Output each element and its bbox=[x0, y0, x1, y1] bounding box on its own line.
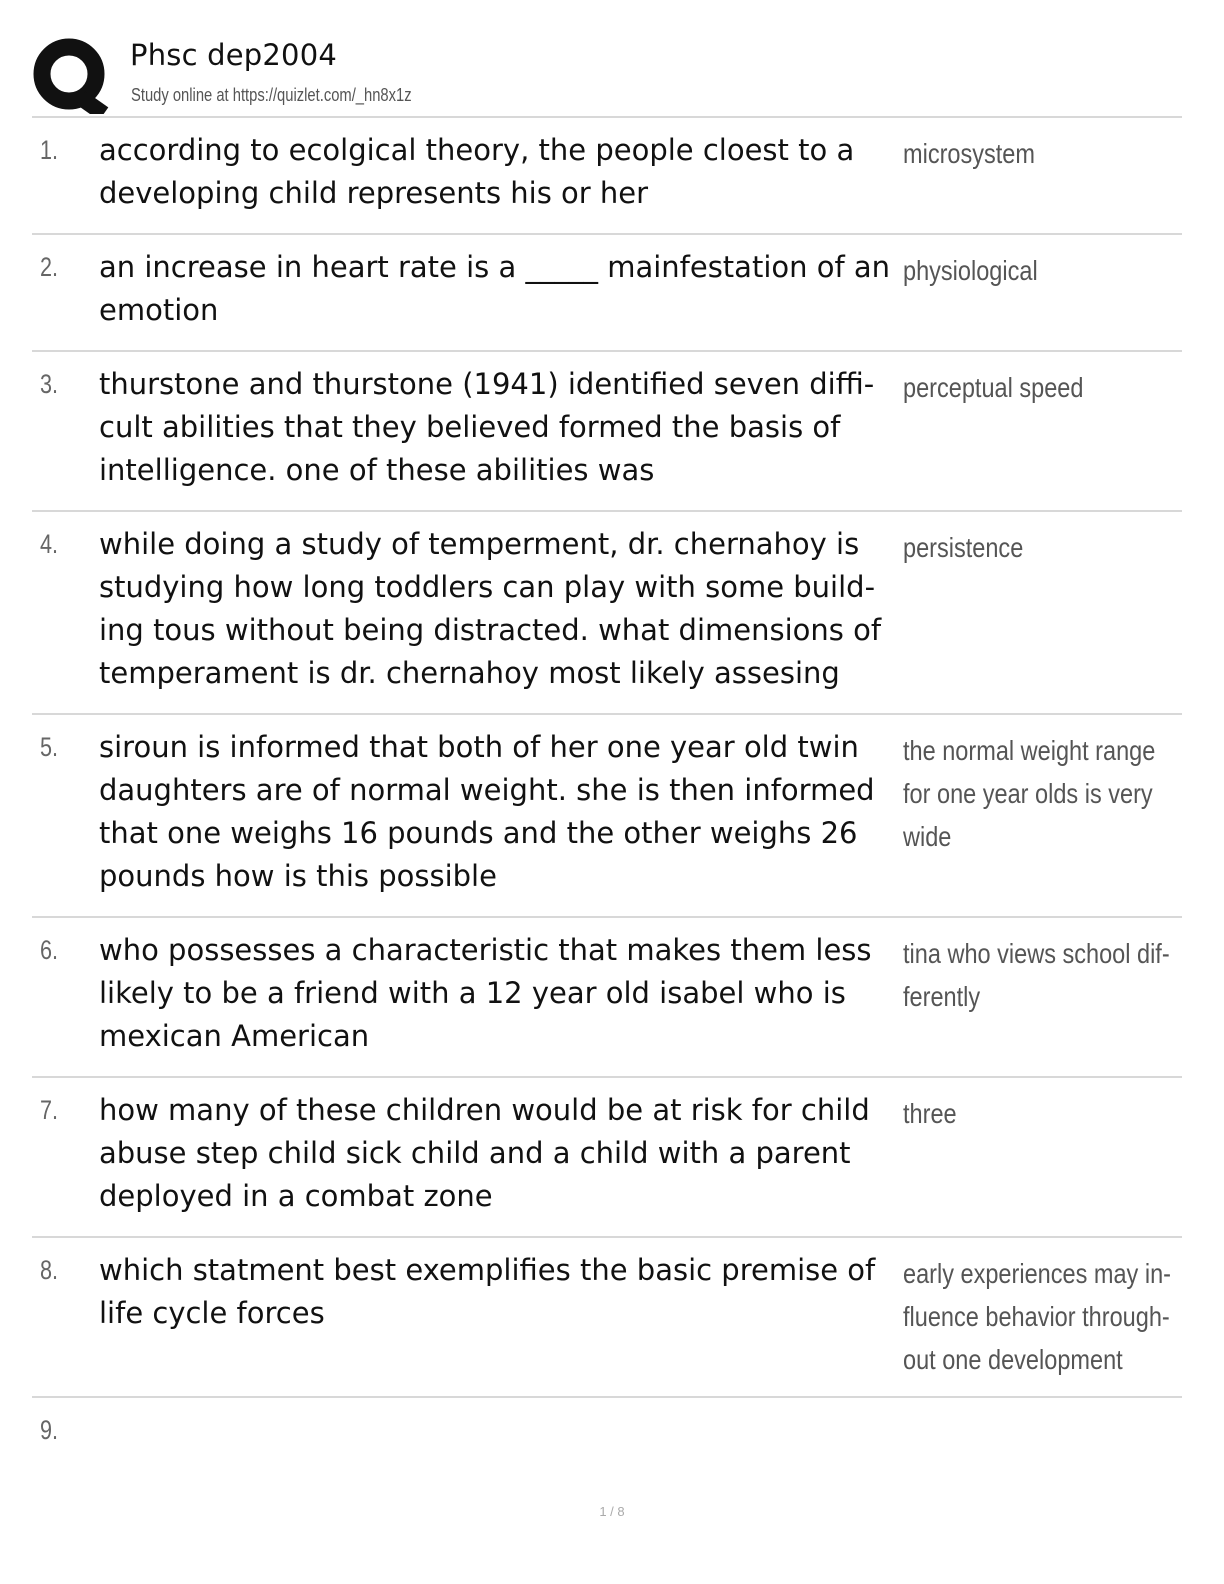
flashcard-row bbox=[32, 1238, 1182, 1398]
card-term: thurstone and thurstone (1941) identified seven diffi-cult abilities that they believed formed the basis of intelligence. one of these abilities was bbox=[99, 367, 875, 487]
card-number: 2. bbox=[40, 252, 59, 282]
card-definition: perceptual speed bbox=[903, 372, 1084, 403]
card-definition: microsystem bbox=[903, 138, 1035, 169]
card-number: 4. bbox=[40, 529, 59, 559]
card-term: according to ecolgical theory, the people cloest to a developing child represents his or her bbox=[99, 133, 855, 210]
set-title: Phsc dep2004 bbox=[130, 38, 338, 72]
flashcard-row bbox=[32, 1078, 1182, 1238]
card-term: which statment best exemplifies the basic premise of life cycle forces bbox=[99, 1253, 876, 1330]
page-number: 1 / 8 bbox=[599, 1504, 625, 1519]
flashcard-row bbox=[32, 118, 1182, 235]
flashcard-row bbox=[32, 235, 1182, 352]
card-number: 6. bbox=[40, 935, 59, 965]
card-number: 7. bbox=[40, 1095, 59, 1125]
card-term: an increase in heart rate is a _____ mainfestation of an emotion bbox=[99, 250, 891, 327]
card-term: how many of these children would be at risk for child abuse step child sick child and a child with a parent deployed in a combat zone bbox=[99, 1093, 870, 1213]
flashcard-row bbox=[32, 512, 1182, 715]
card-number: 1. bbox=[40, 135, 59, 165]
card-definition: three bbox=[903, 1098, 957, 1129]
flashcard-row bbox=[32, 1398, 1182, 1478]
flashcard-list bbox=[32, 118, 1182, 1478]
card-definition: tina who views school dif-ferently bbox=[903, 938, 1170, 1012]
flashcard-row bbox=[32, 715, 1182, 918]
card-definition: physiological bbox=[903, 255, 1038, 286]
flashcard-row bbox=[32, 352, 1182, 512]
card-number: 3. bbox=[40, 369, 59, 399]
flashcard-row bbox=[32, 918, 1182, 1078]
page-header bbox=[32, 30, 1182, 112]
card-term: siroun is informed that both of her one year old twin daughters are of normal weight. she is then informed that one weighs 16 pounds and the other weighs 26 pounds how is this possible bbox=[99, 730, 875, 893]
card-term: while doing a study of temperment, dr. chernahoy is studying how long toddlers can play with some build-ing tous without being distracted. what dimensions of temperament is dr. chernahoy most likely assesing bbox=[99, 527, 882, 690]
card-definition: early experiences may in-fluence behavior through-out one development bbox=[903, 1258, 1171, 1375]
card-definition: persistence bbox=[903, 532, 1024, 563]
card-term: who possesses a characteristic that makes them less likely to be a friend with a 12 year old isabel who is mexican American bbox=[99, 933, 872, 1053]
study-online-link[interactable]: Study online at https://quizlet.com/_hn8x1z bbox=[131, 85, 412, 105]
card-number: 9. bbox=[40, 1415, 59, 1445]
quizlet-logo-icon bbox=[32, 36, 110, 114]
card-definition: the normal weight range for one year olds is very wide bbox=[903, 735, 1156, 852]
card-number: 8. bbox=[40, 1255, 59, 1285]
card-number: 5. bbox=[40, 732, 59, 762]
